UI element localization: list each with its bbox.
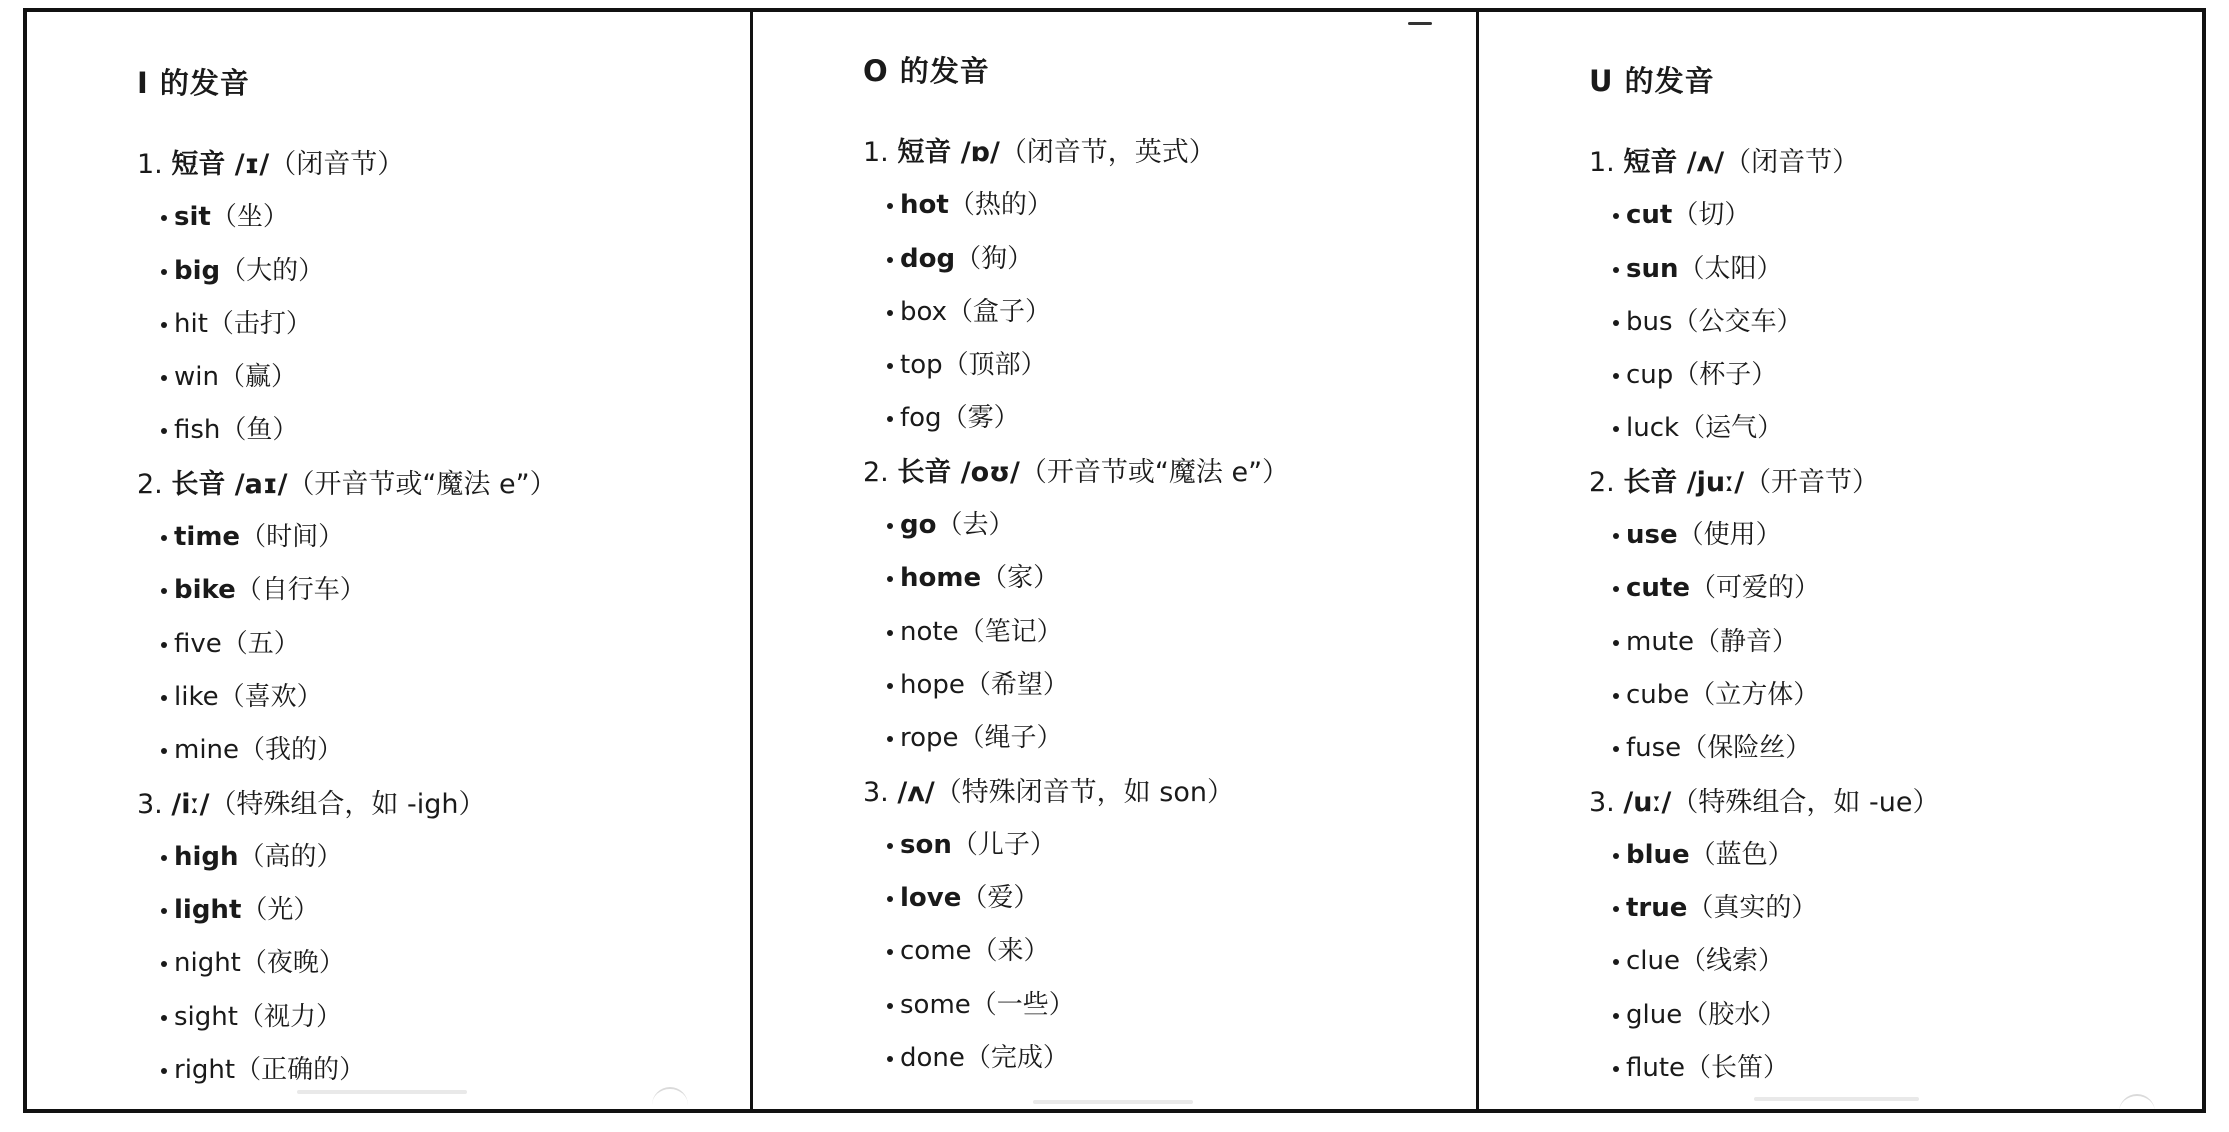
group-special-combination bbox=[137, 778, 730, 1098]
bullet-icon bbox=[887, 310, 893, 316]
list-item: box（盒子） bbox=[863, 286, 1456, 339]
bullet-icon bbox=[161, 269, 167, 275]
bullet-icon bbox=[1613, 640, 1619, 646]
list-item: hot（热的） bbox=[863, 179, 1456, 232]
vowel-pronunciation-sheet bbox=[23, 8, 2206, 1113]
bullet-icon bbox=[887, 416, 893, 422]
list-item: rope（绳子） bbox=[863, 712, 1456, 765]
group-heading: 3. /ʌ/（特殊闭音节，如 son） bbox=[863, 776, 1234, 808]
bullet-icon bbox=[1613, 267, 1619, 273]
bullet-icon bbox=[1613, 213, 1619, 219]
bullet-icon bbox=[1613, 693, 1619, 699]
bullet-icon bbox=[887, 1003, 893, 1009]
list-item: right（正确的） bbox=[137, 1044, 730, 1097]
top-edge-fragment bbox=[1408, 22, 1432, 25]
list-item: dog（狗） bbox=[863, 233, 1456, 286]
group-short-sound bbox=[863, 126, 1456, 446]
list-item: luck（运气） bbox=[1589, 402, 2182, 455]
list-item: top（顶部） bbox=[863, 339, 1456, 392]
bullet-icon bbox=[887, 630, 893, 636]
bullet-icon bbox=[1613, 426, 1619, 432]
list-item: use（使用） bbox=[1589, 509, 2182, 562]
list-item: clue（线索） bbox=[1589, 935, 2182, 988]
list-item: big（大的） bbox=[137, 245, 730, 298]
bullet-icon bbox=[887, 257, 893, 263]
list-item: cube（立方体） bbox=[1589, 669, 2182, 722]
column-o-content bbox=[863, 54, 1456, 1085]
bullet-icon bbox=[1613, 1013, 1619, 1019]
group-heading: 3. /iː/（特殊组合，如 -igh） bbox=[137, 788, 486, 820]
column-u-content bbox=[1589, 64, 2182, 1095]
list-item: true（真实的） bbox=[1589, 882, 2182, 935]
bullet-icon bbox=[887, 523, 893, 529]
list-item: win（赢） bbox=[137, 351, 730, 404]
group-special-combination bbox=[1589, 776, 2182, 1096]
list-item: sit（坐） bbox=[137, 191, 730, 244]
bullet-icon bbox=[887, 896, 893, 902]
column-title: I 的发音 bbox=[137, 66, 250, 100]
list-item: love（爱） bbox=[863, 872, 1456, 925]
group-heading: 2. 长音 /juː/（开音节） bbox=[1589, 466, 1880, 498]
column-i-content bbox=[137, 66, 730, 1097]
bullet-icon bbox=[161, 215, 167, 221]
group-heading: 2. 长音 /oʊ/（开音节或“魔法 e”） bbox=[863, 456, 1290, 488]
bullet-icon bbox=[887, 949, 893, 955]
list-item: cute（可爱的） bbox=[1589, 562, 2182, 615]
group-heading: 3. /uː/（特殊组合，如 -ue） bbox=[1589, 786, 1940, 818]
list-item: mine（我的） bbox=[137, 724, 730, 777]
list-item: like（喜欢） bbox=[137, 671, 730, 724]
column-o bbox=[753, 12, 1479, 1109]
bullet-icon bbox=[887, 683, 893, 689]
bullet-icon bbox=[1613, 586, 1619, 592]
list-item: night（夜晚） bbox=[137, 937, 730, 990]
list-item: hope（希望） bbox=[863, 659, 1456, 712]
scroll-fragment bbox=[297, 1090, 467, 1094]
list-item: cut（切） bbox=[1589, 189, 2182, 242]
bullet-icon bbox=[887, 736, 893, 742]
group-long-sound bbox=[137, 458, 730, 778]
list-item: blue（蓝色） bbox=[1589, 829, 2182, 882]
scroll-fragment bbox=[1033, 1100, 1193, 1104]
column-i bbox=[27, 12, 753, 1109]
group-short-sound bbox=[1589, 136, 2182, 456]
list-item: come（来） bbox=[863, 925, 1456, 978]
bullet-icon bbox=[1613, 373, 1619, 379]
bullet-icon bbox=[1613, 906, 1619, 912]
column-title: U 的发音 bbox=[1589, 64, 1715, 98]
group-heading: 2. 长音 /aɪ/（开音节或“魔法 e”） bbox=[137, 468, 557, 500]
list-item: time（时间） bbox=[137, 511, 730, 564]
group-special-closed bbox=[863, 766, 1456, 1086]
bullet-icon bbox=[161, 855, 167, 861]
group-long-sound bbox=[1589, 456, 2182, 776]
bullet-icon bbox=[1613, 959, 1619, 965]
bullet-icon bbox=[161, 1068, 167, 1074]
bullet-icon bbox=[887, 576, 893, 582]
scroll-fragment bbox=[1754, 1097, 1919, 1101]
bullet-icon bbox=[161, 588, 167, 594]
list-item: cup（杯子） bbox=[1589, 349, 2182, 402]
list-item: bike（自行车） bbox=[137, 564, 730, 617]
list-item: five（五） bbox=[137, 618, 730, 671]
list-item: fish（鱼） bbox=[137, 404, 730, 457]
bullet-icon bbox=[161, 428, 167, 434]
bullet-icon bbox=[161, 748, 167, 754]
list-item: some（一些） bbox=[863, 979, 1456, 1032]
list-item: fuse（保险丝） bbox=[1589, 722, 2182, 775]
bullet-icon bbox=[161, 642, 167, 648]
bullet-icon bbox=[1613, 533, 1619, 539]
list-item: son（儿子） bbox=[863, 819, 1456, 872]
bullet-icon bbox=[887, 1056, 893, 1062]
corner-fragment bbox=[2119, 1094, 2155, 1109]
group-long-sound bbox=[863, 446, 1456, 766]
bullet-icon bbox=[887, 363, 893, 369]
list-item: mute（静音） bbox=[1589, 616, 2182, 669]
bullet-icon bbox=[1613, 320, 1619, 326]
bullet-icon bbox=[887, 843, 893, 849]
column-title: O 的发音 bbox=[863, 54, 990, 88]
bullet-icon bbox=[161, 535, 167, 541]
bullet-icon bbox=[1613, 746, 1619, 752]
list-item: done（完成） bbox=[863, 1032, 1456, 1085]
bullet-icon bbox=[1613, 853, 1619, 859]
list-item: sun（太阳） bbox=[1589, 243, 2182, 296]
bullet-icon bbox=[161, 961, 167, 967]
bullet-icon bbox=[887, 203, 893, 209]
list-item: bus（公交车） bbox=[1589, 296, 2182, 349]
bullet-icon bbox=[161, 322, 167, 328]
list-item: go（去） bbox=[863, 499, 1456, 552]
list-item: sight（视力） bbox=[137, 991, 730, 1044]
list-item: home（家） bbox=[863, 552, 1456, 605]
group-heading: 1. 短音 /ʌ/（闭音节） bbox=[1589, 147, 1860, 178]
list-item: fog（雾） bbox=[863, 392, 1456, 445]
group-short-sound bbox=[137, 138, 730, 458]
column-u bbox=[1479, 12, 2202, 1109]
group-heading: 1. 短音 /ɒ/（闭音节，英式） bbox=[863, 137, 1216, 168]
bullet-icon bbox=[161, 908, 167, 914]
group-heading: 1. 短音 /ɪ/（闭音节） bbox=[137, 149, 405, 180]
bullet-icon bbox=[161, 375, 167, 381]
list-item: hit（击打） bbox=[137, 298, 730, 351]
bullet-icon bbox=[1613, 1066, 1619, 1072]
bullet-icon bbox=[161, 695, 167, 701]
list-item: flute（长笛） bbox=[1589, 1042, 2182, 1095]
list-item: glue（胶水） bbox=[1589, 989, 2182, 1042]
bullet-icon bbox=[161, 1015, 167, 1021]
list-item: high（高的） bbox=[137, 831, 730, 884]
list-item: note（笔记） bbox=[863, 606, 1456, 659]
list-item: light（光） bbox=[137, 884, 730, 937]
